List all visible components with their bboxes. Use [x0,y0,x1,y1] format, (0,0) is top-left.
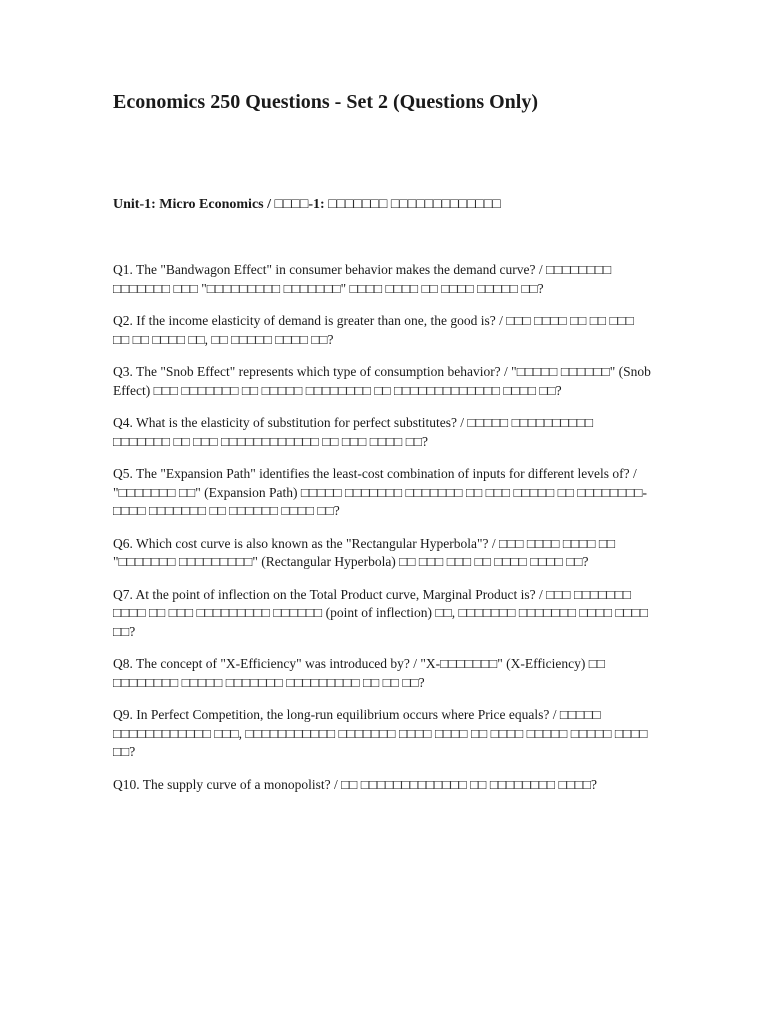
question-list [113,261,653,808]
question-item: Q10. The supply curve of a monopolist? / □□ □□□□□□□□□□□□□ □□ □□□□□□□□ □□□□? [113,776,598,792]
question-item: Q5. The "Expansion Path" identifies the least-cost combination of inputs for different levels of? / "□□□□□□□ □□" (Expansion Path) □□□□□ □□□□□□□ □□□□□□□ □□ □□□ □□□□□ □□ □□□□□□□□-□□□□ □□□□□□□ □□ □□□□□□ □□□□ □□? [113,466,648,518]
unit-heading: Unit-1: Micro Economics / □□□□-1: □□□□□□□ □□□□□□□□□□□□□ [113,197,501,212]
question-item: Q9. In Perfect Competition, the long-run equilibrium occurs where Price equals? / □□□□□ □□□□□□□□□□□□ □□□, □□□□□□□□□□□ □□□□□□□ □□□□ □□□□ □□ □□□□ □□□□□ □□□□□ □□□□ □□? [113,707,648,759]
question-item: Q1. The "Bandwagon Effect" in consumer behavior makes the demand curve? / □□□□□□□□ □□□□□□□ □□□ "□□□□□□□□□ □□□□□□□" □□□□ □□□□ □□ □□□□ □□□□□ □□? [113,262,612,296]
question-item: Q2. If the income elasticity of demand is greater than one, the good is? / □□□ □□□□ □□ □□ □□□ □□ □□ □□□□ □□, □□ □□□□□ □□□□ □□? [113,313,634,347]
question-item: Q6. Which cost curve is also known as the "Rectangular Hyperbola"? / □□□ □□□□ □□□□ □□ "□□□□□□□ □□□□□□□□□" (Rectangular Hyperbola) □□ □□□ □□□ □□ □□□□ □□□□ □□? [113,535,616,569]
question-item: Q3. The "Snob Effect" represents which type of consumption behavior? / "□□□□□ □□□□□□" (Snob Effect) □□□ □□□□□□□ □□ □□□□□ □□□□□□□□ □□ □□□□□□□□□□□□□ □□□□ □□? [113,364,651,398]
question-item: Q8. The concept of "X-Efficiency" was introduced by? / "X-□□□□□□□" (X-Efficiency) □□ □□□□□□□□ □□□□□ □□□□□□□ □□□□□□□□□ □□ □□ □□? [113,656,606,690]
question-item: Q7. At the point of inflection on the Total Product curve, Marginal Product is? / □□□ □□□□□□□ □□□□ □□ □□□ □□□□□□□□□ □□□□□□ (point of inflection) □□, □□□□□□□ □□□□□□□ □□□□ □□□□ □□? [113,586,648,639]
page-title: Economics 250 Questions - Set 2 (Questions Only) [113,91,539,113]
question-item: Q4. What is the elasticity of substitution for perfect substitutes? / □□□□□ □□□□□□□□□□ □□□□□□□ □□ □□□ □□□□□□□□□□□□ □□ □□□ □□□□ □□? [113,415,594,449]
